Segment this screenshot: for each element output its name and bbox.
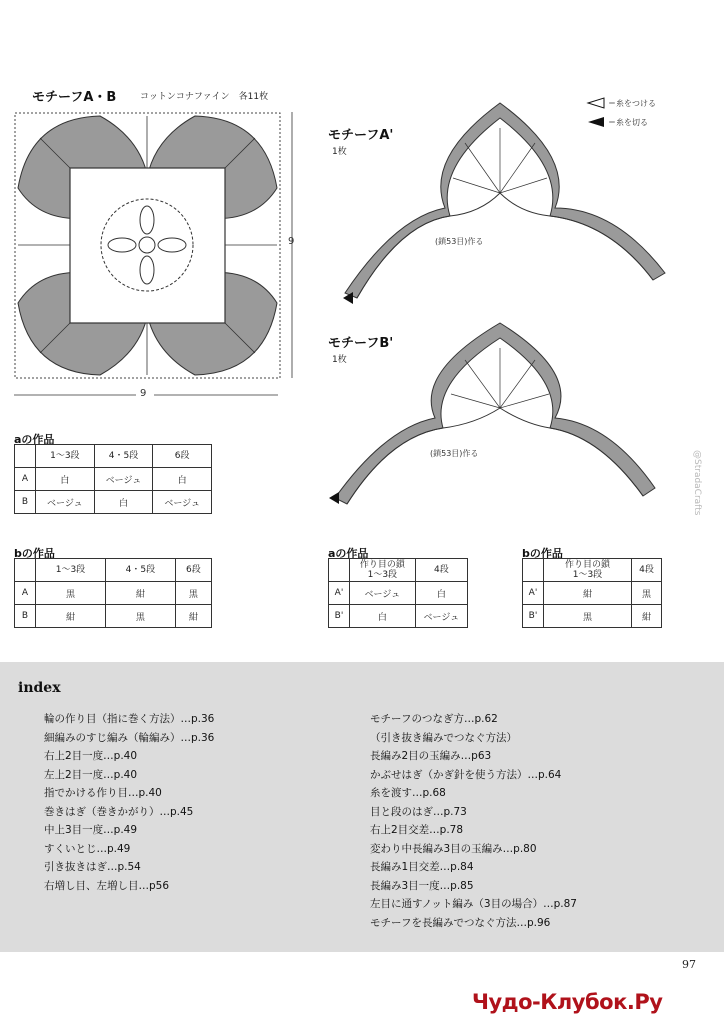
index-entry: 長編み3目一度…p.85	[370, 879, 474, 892]
row-label: A'	[523, 582, 544, 605]
table-cell: 紺	[544, 582, 632, 605]
table-row	[15, 582, 212, 605]
table-cell: ベージュ	[94, 468, 153, 491]
table-cell: 紺	[631, 605, 661, 628]
row-label: A	[15, 582, 36, 605]
table-cell: ベージュ	[415, 605, 467, 628]
index-entry: 目と段のはぎ…p.73	[370, 805, 467, 818]
table-a2-label: aの作品	[328, 547, 369, 560]
table-header: 1～3段	[36, 445, 95, 468]
motif-b2-title: モチーフB'	[328, 336, 394, 351]
index-entry: 細編みのすじ編み（輪編み）…p.36	[44, 731, 215, 744]
table-cell: 黒	[175, 582, 211, 605]
table-cell: ベージュ	[153, 491, 212, 514]
index-entry: 左上2目一度…p.40	[44, 768, 138, 781]
index-entry: 右上2目一度…p.40	[44, 750, 138, 762]
index-entry: 右上2目交差…p.78	[370, 824, 464, 836]
motif-a2-title: モチーフA'	[328, 128, 394, 143]
row-label: A	[15, 468, 36, 491]
index-entry: モチーフのつなぎ方…p.62	[370, 713, 498, 725]
motif-ab-dim-right: 9	[288, 236, 295, 247]
table-cell: 紺	[175, 605, 211, 628]
index-entry: 中上3目一度…p.49	[44, 824, 138, 836]
index-entry: 糸を渡す…p.68	[370, 787, 446, 799]
index-entry: 長編み2目の玉編み…p63	[370, 750, 492, 762]
table-cell: 黒	[36, 582, 106, 605]
index-entry: すくいとじ…p.49	[44, 842, 131, 855]
table-cell: 白	[350, 605, 416, 628]
page-number: 97	[682, 958, 696, 971]
table-cell: 白	[36, 468, 95, 491]
table-header: 6段	[153, 445, 212, 468]
table-b2-label: bの作品	[522, 547, 563, 560]
legend-cut: ＝糸を切る	[608, 118, 648, 127]
color-table-b	[14, 558, 212, 628]
table-row	[15, 491, 212, 514]
index-list-right	[370, 710, 577, 932]
table-header: 作り目の鎖 1～3段	[350, 559, 416, 582]
table-cell: ベージュ	[350, 582, 416, 605]
motif-a2-count: 1枚	[332, 147, 347, 157]
index-entry: 長編み1目交差…p.84	[370, 861, 474, 873]
index-entry: 右増し目、左増し目…p56	[44, 879, 170, 892]
table-cell: 黒	[544, 605, 632, 628]
table-b-label: bの作品	[14, 547, 55, 560]
table-header: 4段	[631, 559, 661, 582]
table-corner	[329, 559, 350, 582]
table-cell: ベージュ	[36, 491, 95, 514]
table-cell: 白	[153, 468, 212, 491]
side-watermark: @StradaCrafts	[692, 450, 702, 516]
table-header: 4・5段	[94, 445, 153, 468]
table-row	[329, 605, 468, 628]
table-cell: 紺	[105, 582, 175, 605]
table-row	[15, 468, 212, 491]
table-header: 4・5段	[105, 559, 175, 582]
index-entry: 変わり中長編み3目の玉編み…p.80	[370, 842, 537, 855]
index-entry: 指でかける作り目…p.40	[44, 787, 162, 799]
table-cell: 黒	[631, 582, 661, 605]
index-entry: 引き抜きはぎ…p.54	[44, 861, 141, 873]
motif-ab-yarn: コットンコナファイン 各11枚	[140, 92, 269, 102]
table-row	[523, 582, 662, 605]
motif-b2-count: 1枚	[332, 355, 347, 365]
table-cell: 黒	[105, 605, 175, 628]
motif-a2-diagram	[335, 98, 680, 308]
table-cell: 紺	[36, 605, 106, 628]
table-row	[329, 582, 468, 605]
table-cell: 白	[415, 582, 467, 605]
color-table-a2	[328, 558, 468, 628]
index-title: index	[18, 680, 61, 696]
table-row	[523, 605, 662, 628]
row-label: B	[15, 491, 36, 514]
table-cell: 白	[94, 491, 153, 514]
index-entry: 輪の作り目（指に巻く方法）…p.36	[44, 713, 215, 725]
table-header: 作り目の鎖 1～3段	[544, 559, 632, 582]
row-label: A'	[329, 582, 350, 605]
index-entry: モチーフを長編みでつなぐ方法…p.96	[370, 916, 551, 929]
row-label: B	[15, 605, 36, 628]
color-table-a	[14, 444, 212, 514]
motif-ab-dim-bottom: 9	[140, 388, 147, 399]
table-row	[15, 605, 212, 628]
index-entry: （引き抜き編みでつなぐ方法）	[370, 731, 517, 744]
index-entry: かぶせはぎ（かぎ針を使う方法）…p.64	[370, 768, 562, 781]
table-header: 6段	[175, 559, 211, 582]
row-label: B'	[523, 605, 544, 628]
table-header: 4段	[415, 559, 467, 582]
motif-ab-title: モチーフA・B	[32, 90, 117, 105]
table-a-label: aの作品	[14, 433, 55, 446]
table-corner	[523, 559, 544, 582]
legend-attach: ＝糸をつける	[608, 99, 656, 108]
row-label: B'	[329, 605, 350, 628]
table-corner	[15, 445, 36, 468]
motif-b2-chain-note: (鎖53目)作る	[430, 449, 479, 458]
table-header: 1～3段	[36, 559, 106, 582]
table-corner	[15, 559, 36, 582]
site-watermark: Чудо-Клубок.Ру	[472, 990, 663, 1014]
index-entry: 左目に通すノット編み（3目の場合）…p.87	[370, 898, 577, 910]
motif-a2-chain-note: (鎖53目)作る	[435, 237, 484, 246]
index-list-left	[44, 710, 214, 895]
color-table-b2	[522, 558, 662, 628]
index-entry: 巻きはぎ（巻きかがり）…p.45	[44, 805, 194, 818]
motif-b2-diagram	[325, 318, 670, 528]
